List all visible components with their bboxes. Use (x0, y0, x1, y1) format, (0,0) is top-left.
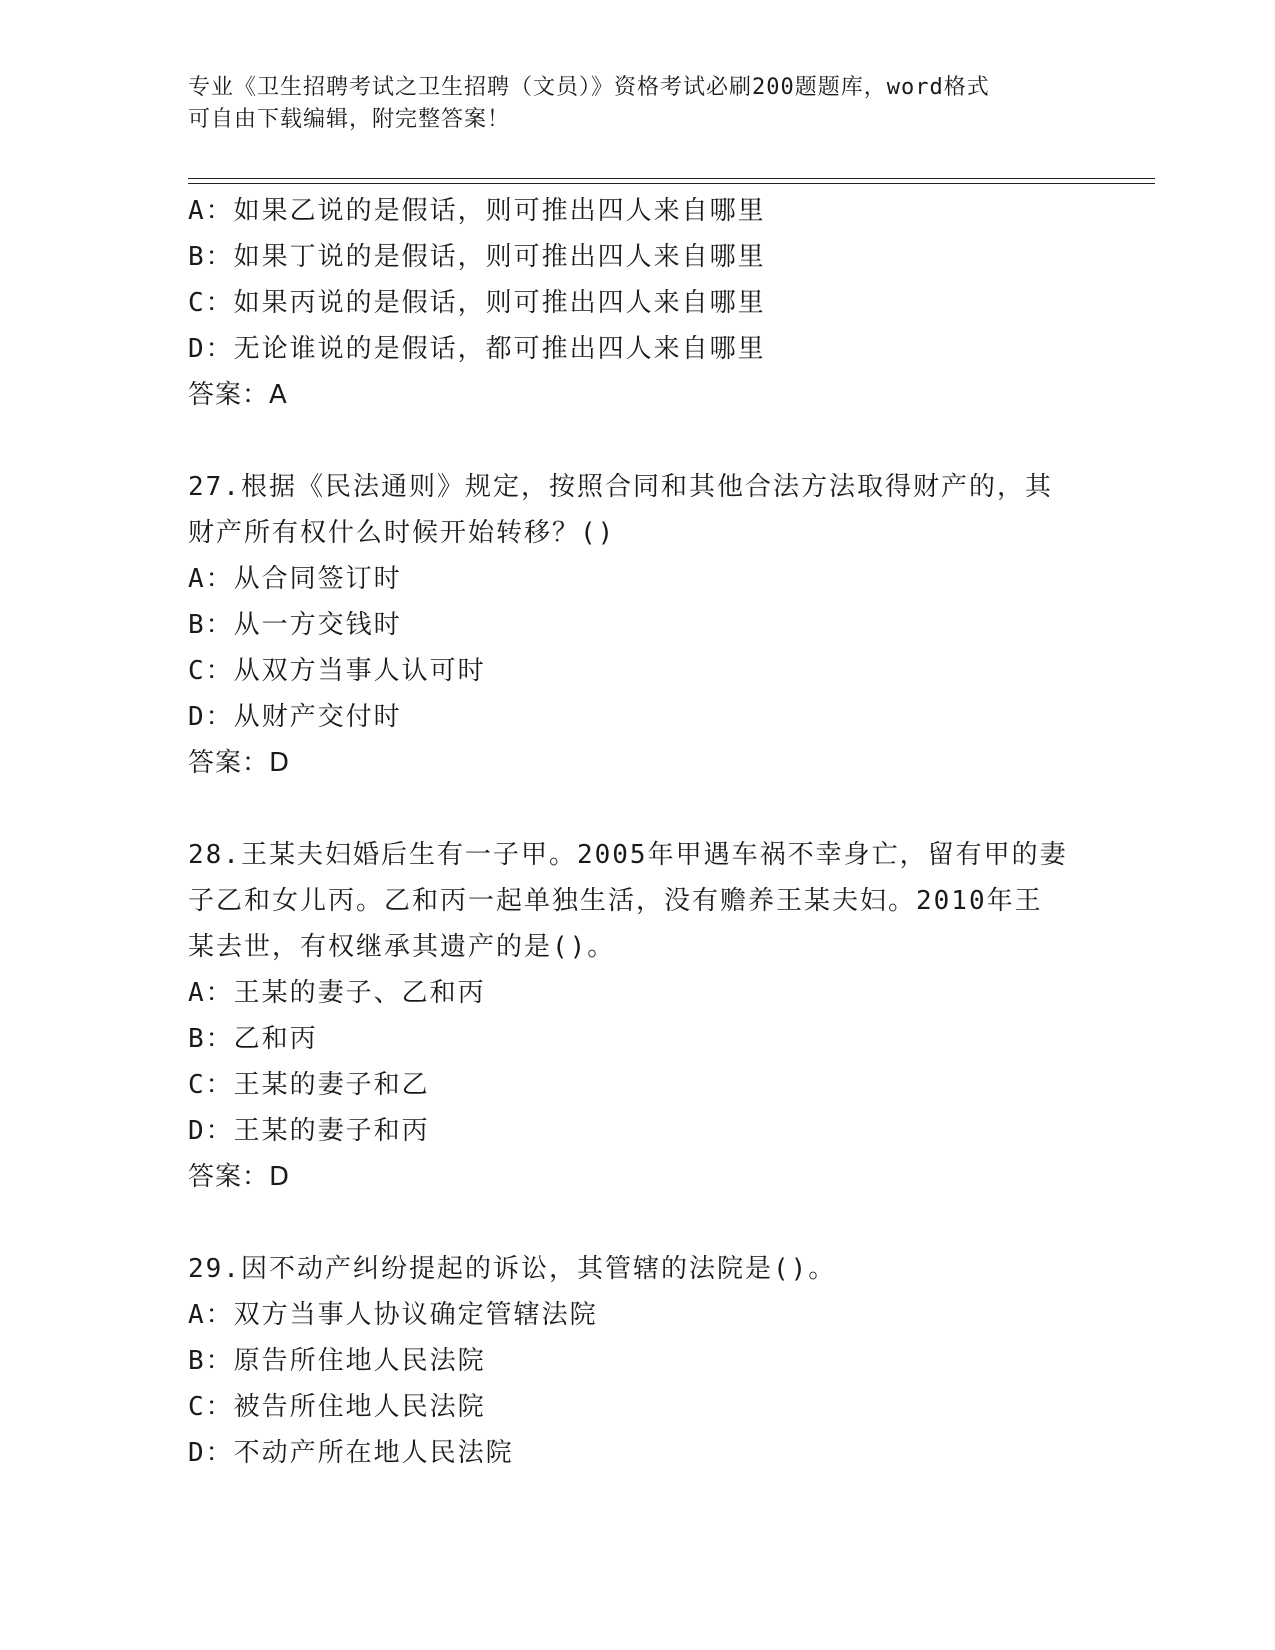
answer: 答案：D (188, 748, 291, 778)
document-header (188, 72, 1068, 136)
answer: 答案：A (188, 380, 288, 410)
question-stem: 28.王某夫妇婚后生有一子甲。2005年甲遇车祸不幸身亡，留有甲的妻 (188, 840, 1068, 870)
question-stem: 27.根据《民法通则》规定，按照合同和其他合法方法取得财产的，其 (188, 472, 1053, 502)
question-26 (188, 188, 1088, 418)
option-a: A：双方当事人协议确定管辖法院 (188, 1300, 598, 1330)
header-title-line-1: 专业《卫生招聘考试之卫生招聘（文员）》资格考试必刷200题题库，word格式 (188, 75, 990, 100)
option-d: D：王某的妻子和丙 (188, 1116, 430, 1146)
question-stem: 财产所有权什么时候开始转移？() (188, 518, 616, 548)
option-c: C：如果丙说的是假话，则可推出四人来自哪里 (188, 288, 766, 318)
question-list (188, 188, 1088, 1476)
question-stem: 29.因不动产纠纷提起的诉讼，其管辖的法院是()。 (188, 1254, 837, 1284)
option-a: A：如果乙说的是假话，则可推出四人来自哪里 (188, 196, 766, 226)
spacer (188, 786, 1088, 832)
option-b: B：原告所住地人民法院 (188, 1346, 486, 1376)
option-b: B：乙和丙 (188, 1024, 318, 1054)
option-d: D：从财产交付时 (188, 702, 402, 732)
question-29 (188, 1246, 1088, 1476)
spacer (188, 1200, 1088, 1246)
header-divider-top (188, 178, 1155, 179)
option-c: C：王某的妻子和乙 (188, 1070, 430, 1100)
spacer (188, 418, 1088, 464)
answer: 答案：D (188, 1162, 291, 1192)
option-a: A：从合同签订时 (188, 564, 402, 594)
question-28 (188, 832, 1088, 1200)
header-divider-bottom (188, 183, 1155, 184)
option-c: C：被告所住地人民法院 (188, 1392, 486, 1422)
option-b: B：从一方交钱时 (188, 610, 402, 640)
option-d: D：无论谁说的是假话，都可推出四人来自哪里 (188, 334, 766, 364)
option-d: D：不动产所在地人民法院 (188, 1438, 514, 1468)
option-b: B：如果丁说的是假话，则可推出四人来自哪里 (188, 242, 766, 272)
question-stem: 某去世，有权继承其遗产的是()。 (188, 932, 616, 962)
header-title-line-2: 可自由下载编辑，附完整答案！ (188, 107, 511, 132)
question-stem: 子乙和女儿丙。乙和丙一起单独生活，没有赡养王某夫妇。2010年王 (188, 886, 1043, 916)
option-a: A：王某的妻子、乙和丙 (188, 978, 486, 1008)
question-27 (188, 464, 1088, 786)
option-c: C：从双方当事人认可时 (188, 656, 486, 686)
